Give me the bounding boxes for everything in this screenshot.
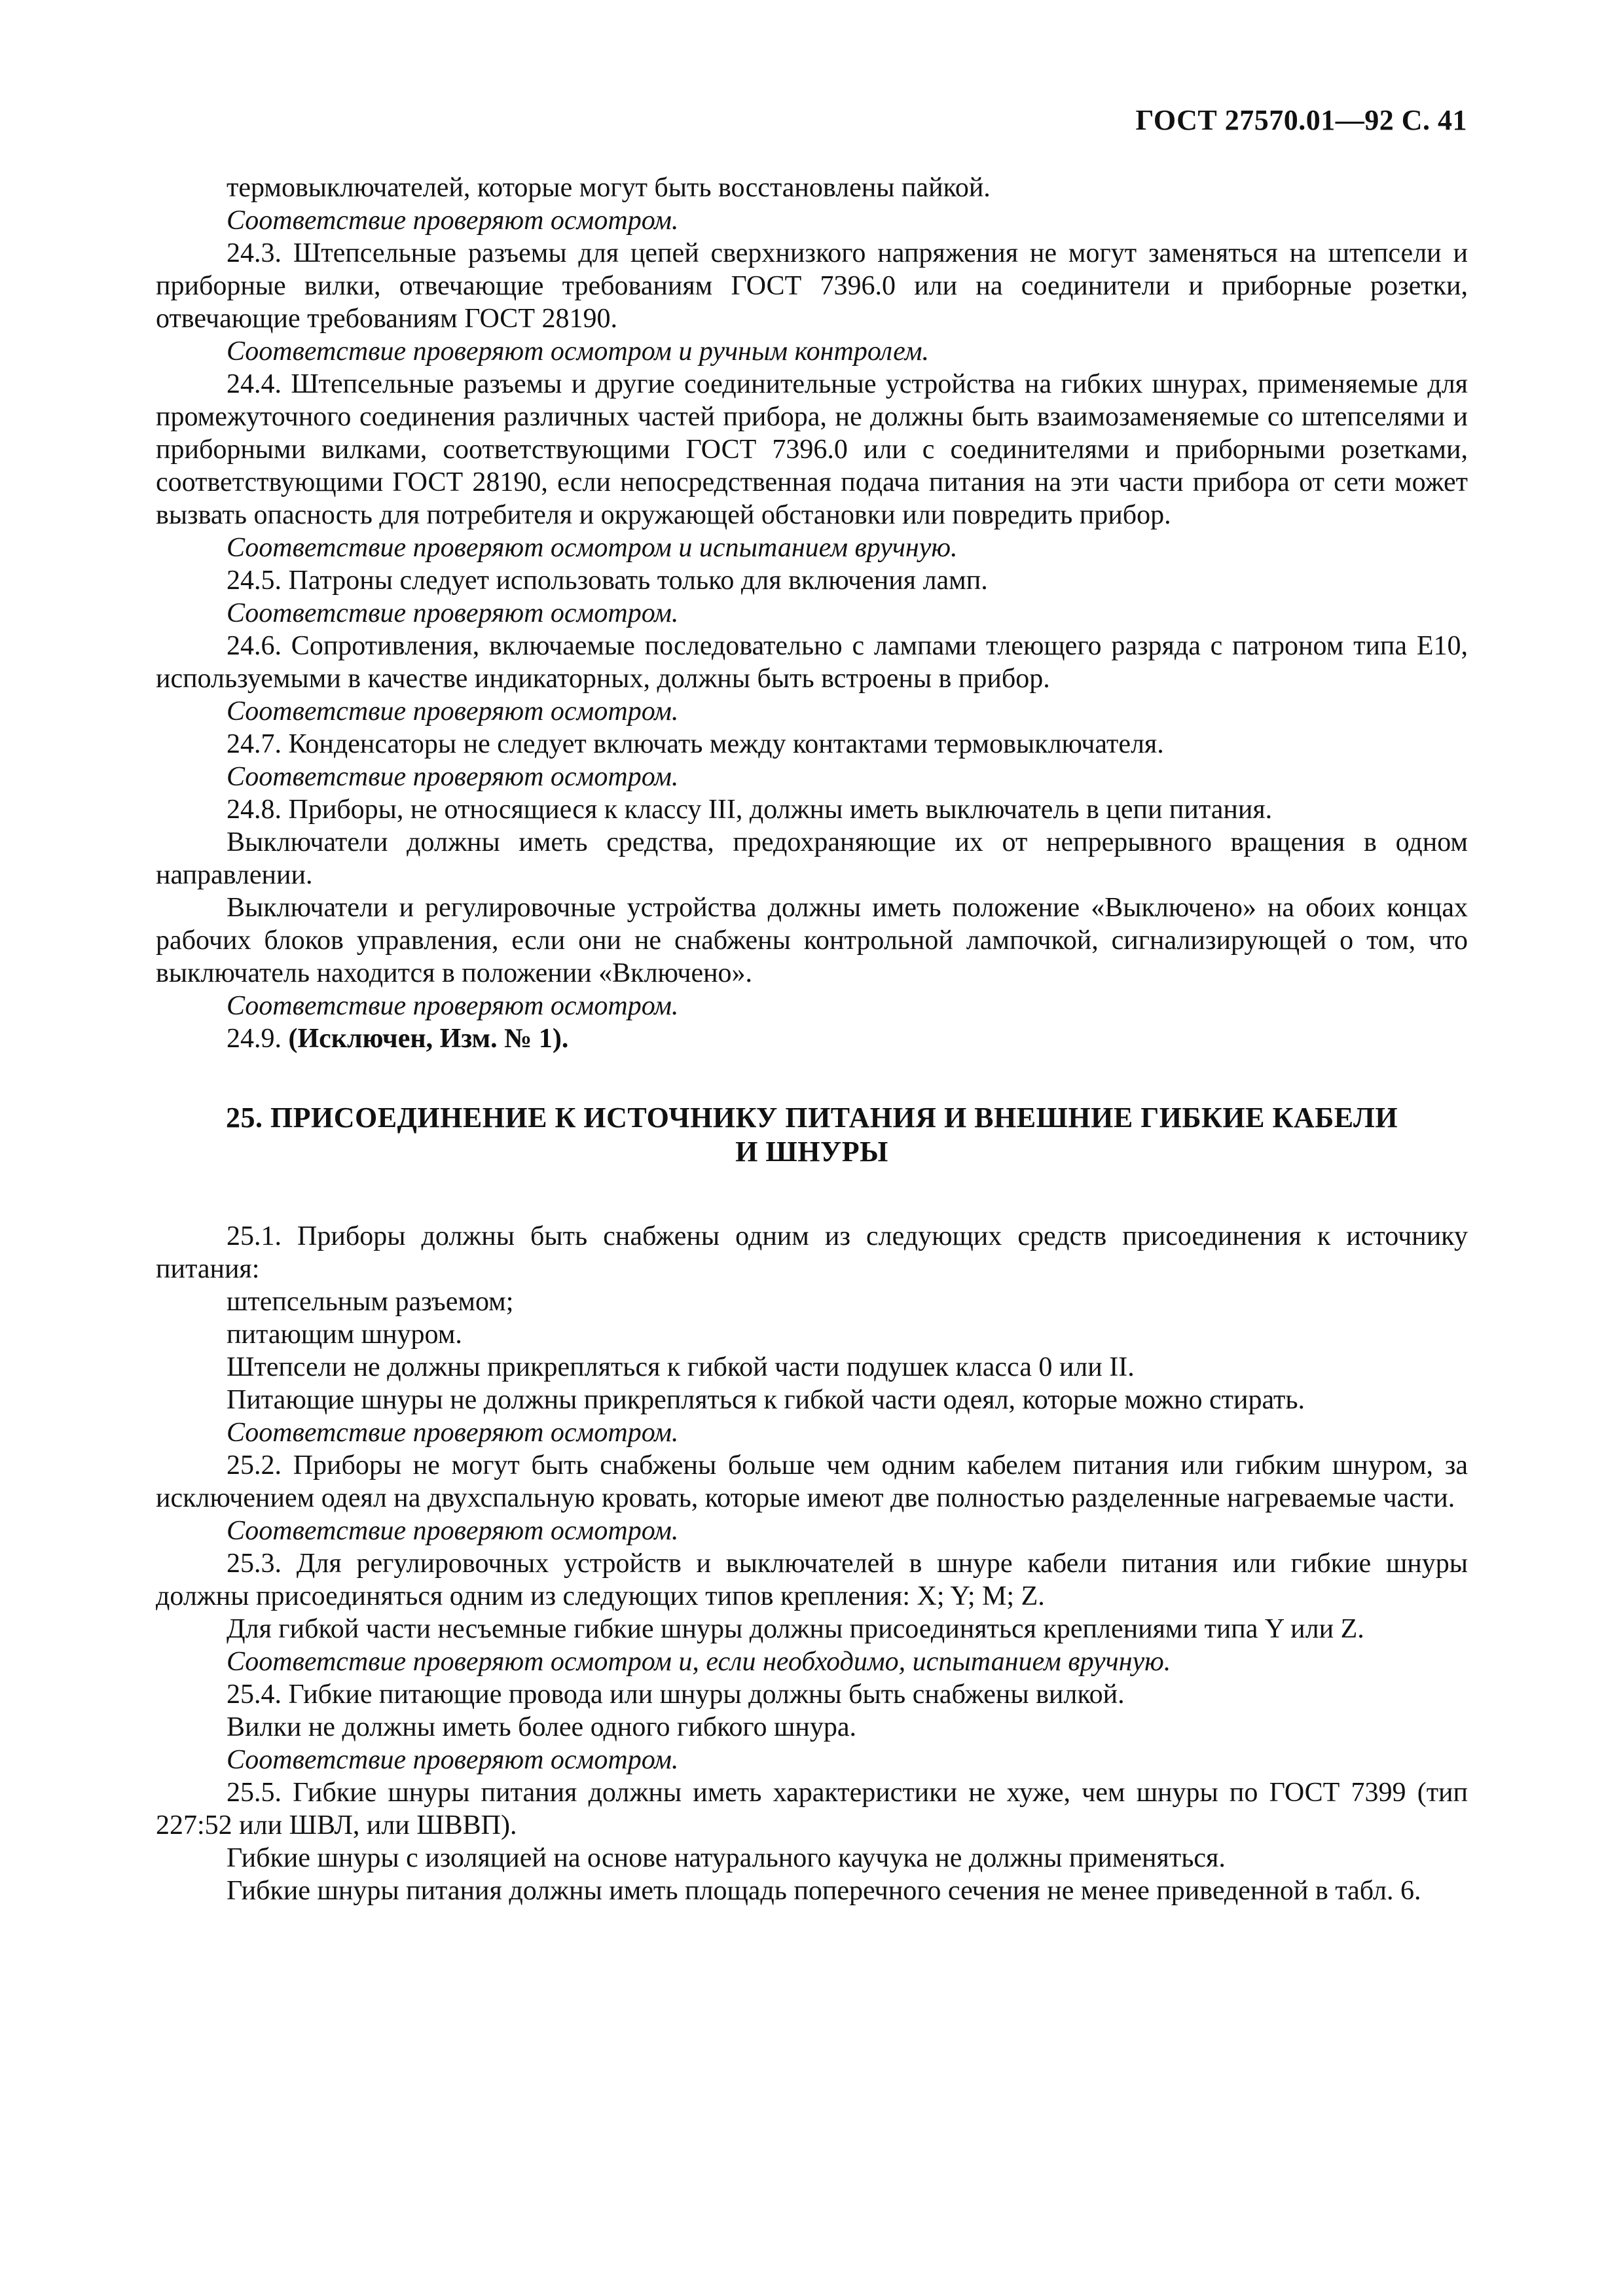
paragraph: питающим шнуром. xyxy=(227,1319,462,1350)
paragraph: Выключатели должны иметь средства, предохраняющие их от непрерывного вращения в одном направлении. xyxy=(156,827,1468,890)
paragraph: Питающие шнуры не должны прикрепляться к гибкой части одеял, которые можно стирать. xyxy=(227,1385,1305,1415)
compliance-note: Соответствие проверяют осмотром и, если необходимо, испытанием вручную. xyxy=(227,1647,1171,1677)
paragraph: штепсельным разъемом; xyxy=(227,1287,514,1317)
document-body xyxy=(156,171,1468,1907)
paragraph: Для гибкой части несъемные гибкие шнуры должны присоединяться креплениями типа Y или Z. xyxy=(227,1614,1364,1644)
paragraph: 25.3. Для регулировочных устройств и выключателей в шнуре кабели питания или гибкие шнуры должны присоединяться одним из следующих типов крепления: X; Y; M; Z. xyxy=(156,1549,1468,1611)
paragraph: 24.7. Конденсаторы не следует включать между контактами термовыключателя. xyxy=(227,729,1164,759)
running-header: ГОСТ 27570.01—92 С. 41 xyxy=(1135,104,1467,136)
compliance-note: Соответствие проверяют осмотром. xyxy=(227,1745,679,1775)
section-25-paragraphs xyxy=(156,1220,1468,1907)
compliance-note: Соответствие проверяют осмотром. xyxy=(227,991,679,1021)
paragraph: 25.4. Гибкие питающие провода или шнуры должны быть снабжены вилкой. xyxy=(227,1679,1125,1710)
compliance-note: Соответствие проверяют осмотром и ручным контролем. xyxy=(227,336,930,367)
compliance-note: Соответствие проверяют осмотром и испытанием вручную. xyxy=(227,533,958,563)
paragraph: 24.4. Штепсельные разъемы и другие соединительные устройства на гибких шнурах, применяемые для промежуточного соединения различных частей прибора, не должны быть взаимозаменяемые со штепселями и приборными вилками, соответствующими ГОСТ 7396.0 или с соединителями и приборными розетками, соответствующими ГОСТ 28190, если непосредственная подача питания на эти части прибора от сети может вызвать опасность для потребителя и окружающей обстановки или повредить прибор. xyxy=(156,369,1468,530)
paragraph: 25.1. Приборы должны быть снабжены одним из следующих средств присоединения к источнику питания: xyxy=(156,1221,1468,1284)
compliance-note: Соответствие проверяют осмотром. xyxy=(227,696,679,726)
paragraph: 25.2. Приборы не могут быть снабжены больше чем одним кабелем питания или гибким шнуром, за исключением одеял на двухспальную кровать, которые имеют две полностью разделенные нагреваемые части. xyxy=(156,1450,1468,1513)
clause-24-9-number: 24.9. xyxy=(227,1024,289,1054)
compliance-note: Соответствие проверяют осмотром. xyxy=(227,762,679,792)
compliance-note: Соответствие проверяют осмотром. xyxy=(227,598,679,628)
section-25-heading-line1: 25. ПРИСОЕДИНЕНИЕ К ИСТОЧНИКУ ПИТАНИЯ И ВНЕШНИЕ ГИБКИЕ КАБЕЛИ xyxy=(225,1102,1398,1134)
clause-24-9-text: (Исключен, Изм. № 1). xyxy=(288,1024,569,1054)
compliance-note: Соответствие проверяют осмотром. xyxy=(227,1516,679,1546)
paragraph: термовыключателей, которые могут быть восстановлены пайкой. xyxy=(227,173,991,203)
paragraph: 24.5. Патроны следует использовать только для включения ламп. xyxy=(227,565,988,596)
compliance-note: Соответствие проверяют осмотром. xyxy=(227,1418,679,1448)
section-25-heading xyxy=(156,1101,1468,1169)
paragraph: Гибкие шнуры с изоляцией на основе натурального каучука не должны применяться. xyxy=(227,1843,1226,1873)
section-24-paragraphs xyxy=(156,171,1468,1022)
paragraph: Выключатели и регулировочные устройства должны иметь положение «Выключено» на обоих концах рабочих блоков управления, если они не снабжены контрольной лампочкой, сигнализирующей о том, что выключатель находится в положении «Включено». xyxy=(156,893,1468,988)
paragraph: 25.5. Гибкие шнуры питания должны иметь характеристики не хуже, чем шнуры по ГОСТ 7399 (тип 227:52 или ШВЛ, или ШВВП). xyxy=(156,1778,1468,1840)
section-25-heading-line2: И ШНУРЫ xyxy=(735,1136,888,1168)
paragraph: Гибкие шнуры питания должны иметь площадь поперечного сечения не менее приведенной в табл. 6. xyxy=(227,1876,1421,1906)
clause-24-9 xyxy=(156,1022,1468,1055)
paragraph: Штепсели не должны прикрепляться к гибкой части подушек класса 0 или II. xyxy=(227,1352,1135,1382)
compliance-note: Соответствие проверяют осмотром. xyxy=(227,206,679,236)
paragraph: 24.8. Приборы, не относящиеся к классу III, должны иметь выключатель в цепи питания. xyxy=(227,795,1273,825)
paragraph: 24.6. Сопротивления, включаемые последовательно с лампами тлеющего разряда с патроном типа Е10, используемыми в качестве индикаторных, должны быть встроены в прибор. xyxy=(156,631,1468,694)
paragraph: Вилки не должны иметь более одного гибкого шнура. xyxy=(227,1712,857,1742)
paragraph: 24.3. Штепсельные разъемы для цепей сверхнизкого напряжения не могут заменяться на штепсели и приборные вилки, отвечающие требованиям ГОСТ 7396.0 или на соединители и приборные розетки, отвечающие требованиям ГОСТ 28190. xyxy=(156,238,1468,334)
